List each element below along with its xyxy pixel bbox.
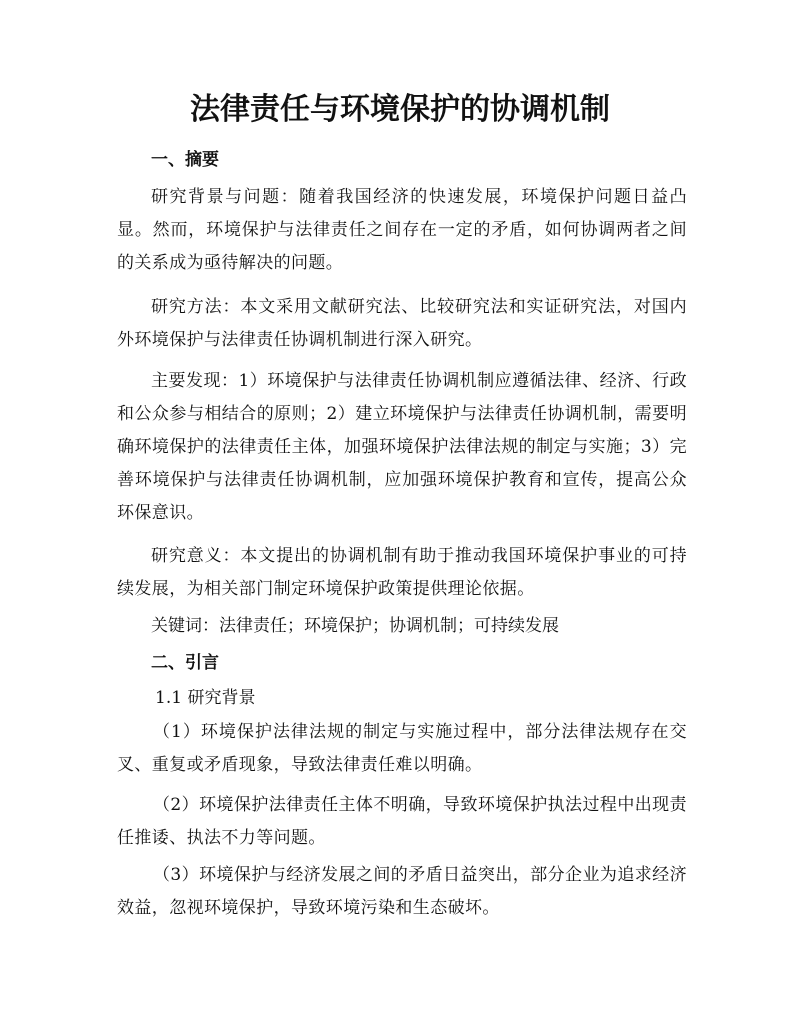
background-item-2: （2）环境保护法律责任主体不明确，导致环境保护执法过程中出现责任推诿、执法不力等问题。 [117, 795, 687, 848]
abstract-keywords: 关键词：法律责任；环境保护；协调机制；可持续发展 [151, 616, 559, 636]
section-heading-introduction: 二、引言 [151, 653, 219, 673]
abstract-paragraph-method: 研究方法：本文采用文献研究法、比较研究法和实证研究法，对国内外环境保护与法律责任协调机制进行深入研究。 [117, 297, 687, 350]
abstract-paragraph-findings: 主要发现：1）环境保护与法律责任协调机制应遵循法律、经济、行政和公众参与相结合的原则；2）建立环境保护与法律责任协调机制，需要明确环境保护的法律责任主体，加强环境保护法律法规的制定与实施；3）完善环境保护与法律责任协调机制，应加强环境保护教育和宣传，提高公众环保意识。 [117, 371, 687, 523]
abstract-paragraph-significance: 研究意义：本文提出的协调机制有助于推动我国环境保护事业的可持续发展，为相关部门制定环境保护政策提供理论依据。 [117, 546, 687, 599]
background-item-1: （1）环境保护法律法规的制定与实施过程中，部分法律法规存在交叉、重复或矛盾现象，导致法律责任难以明确。 [117, 722, 687, 775]
section-heading-abstract: 一、摘要 [151, 150, 219, 170]
abstract-paragraph-background: 研究背景与问题：随着我国经济的快速发展，环境保护问题日益凸显。然而，环境保护与法律责任之间存在一定的矛盾，如何协调两者之间的关系成为亟待解决的问题。 [117, 187, 687, 273]
background-item-3: （3）环境保护与经济发展之间的矛盾日益突出，部分企业为追求经济效益，忽视环境保护，导致环境污染和生态破坏。 [117, 865, 687, 918]
document-title: 法律责任与环境保护的协调机制 [190, 92, 610, 127]
subsection-heading-background: 1.1 研究背景 [155, 688, 256, 708]
